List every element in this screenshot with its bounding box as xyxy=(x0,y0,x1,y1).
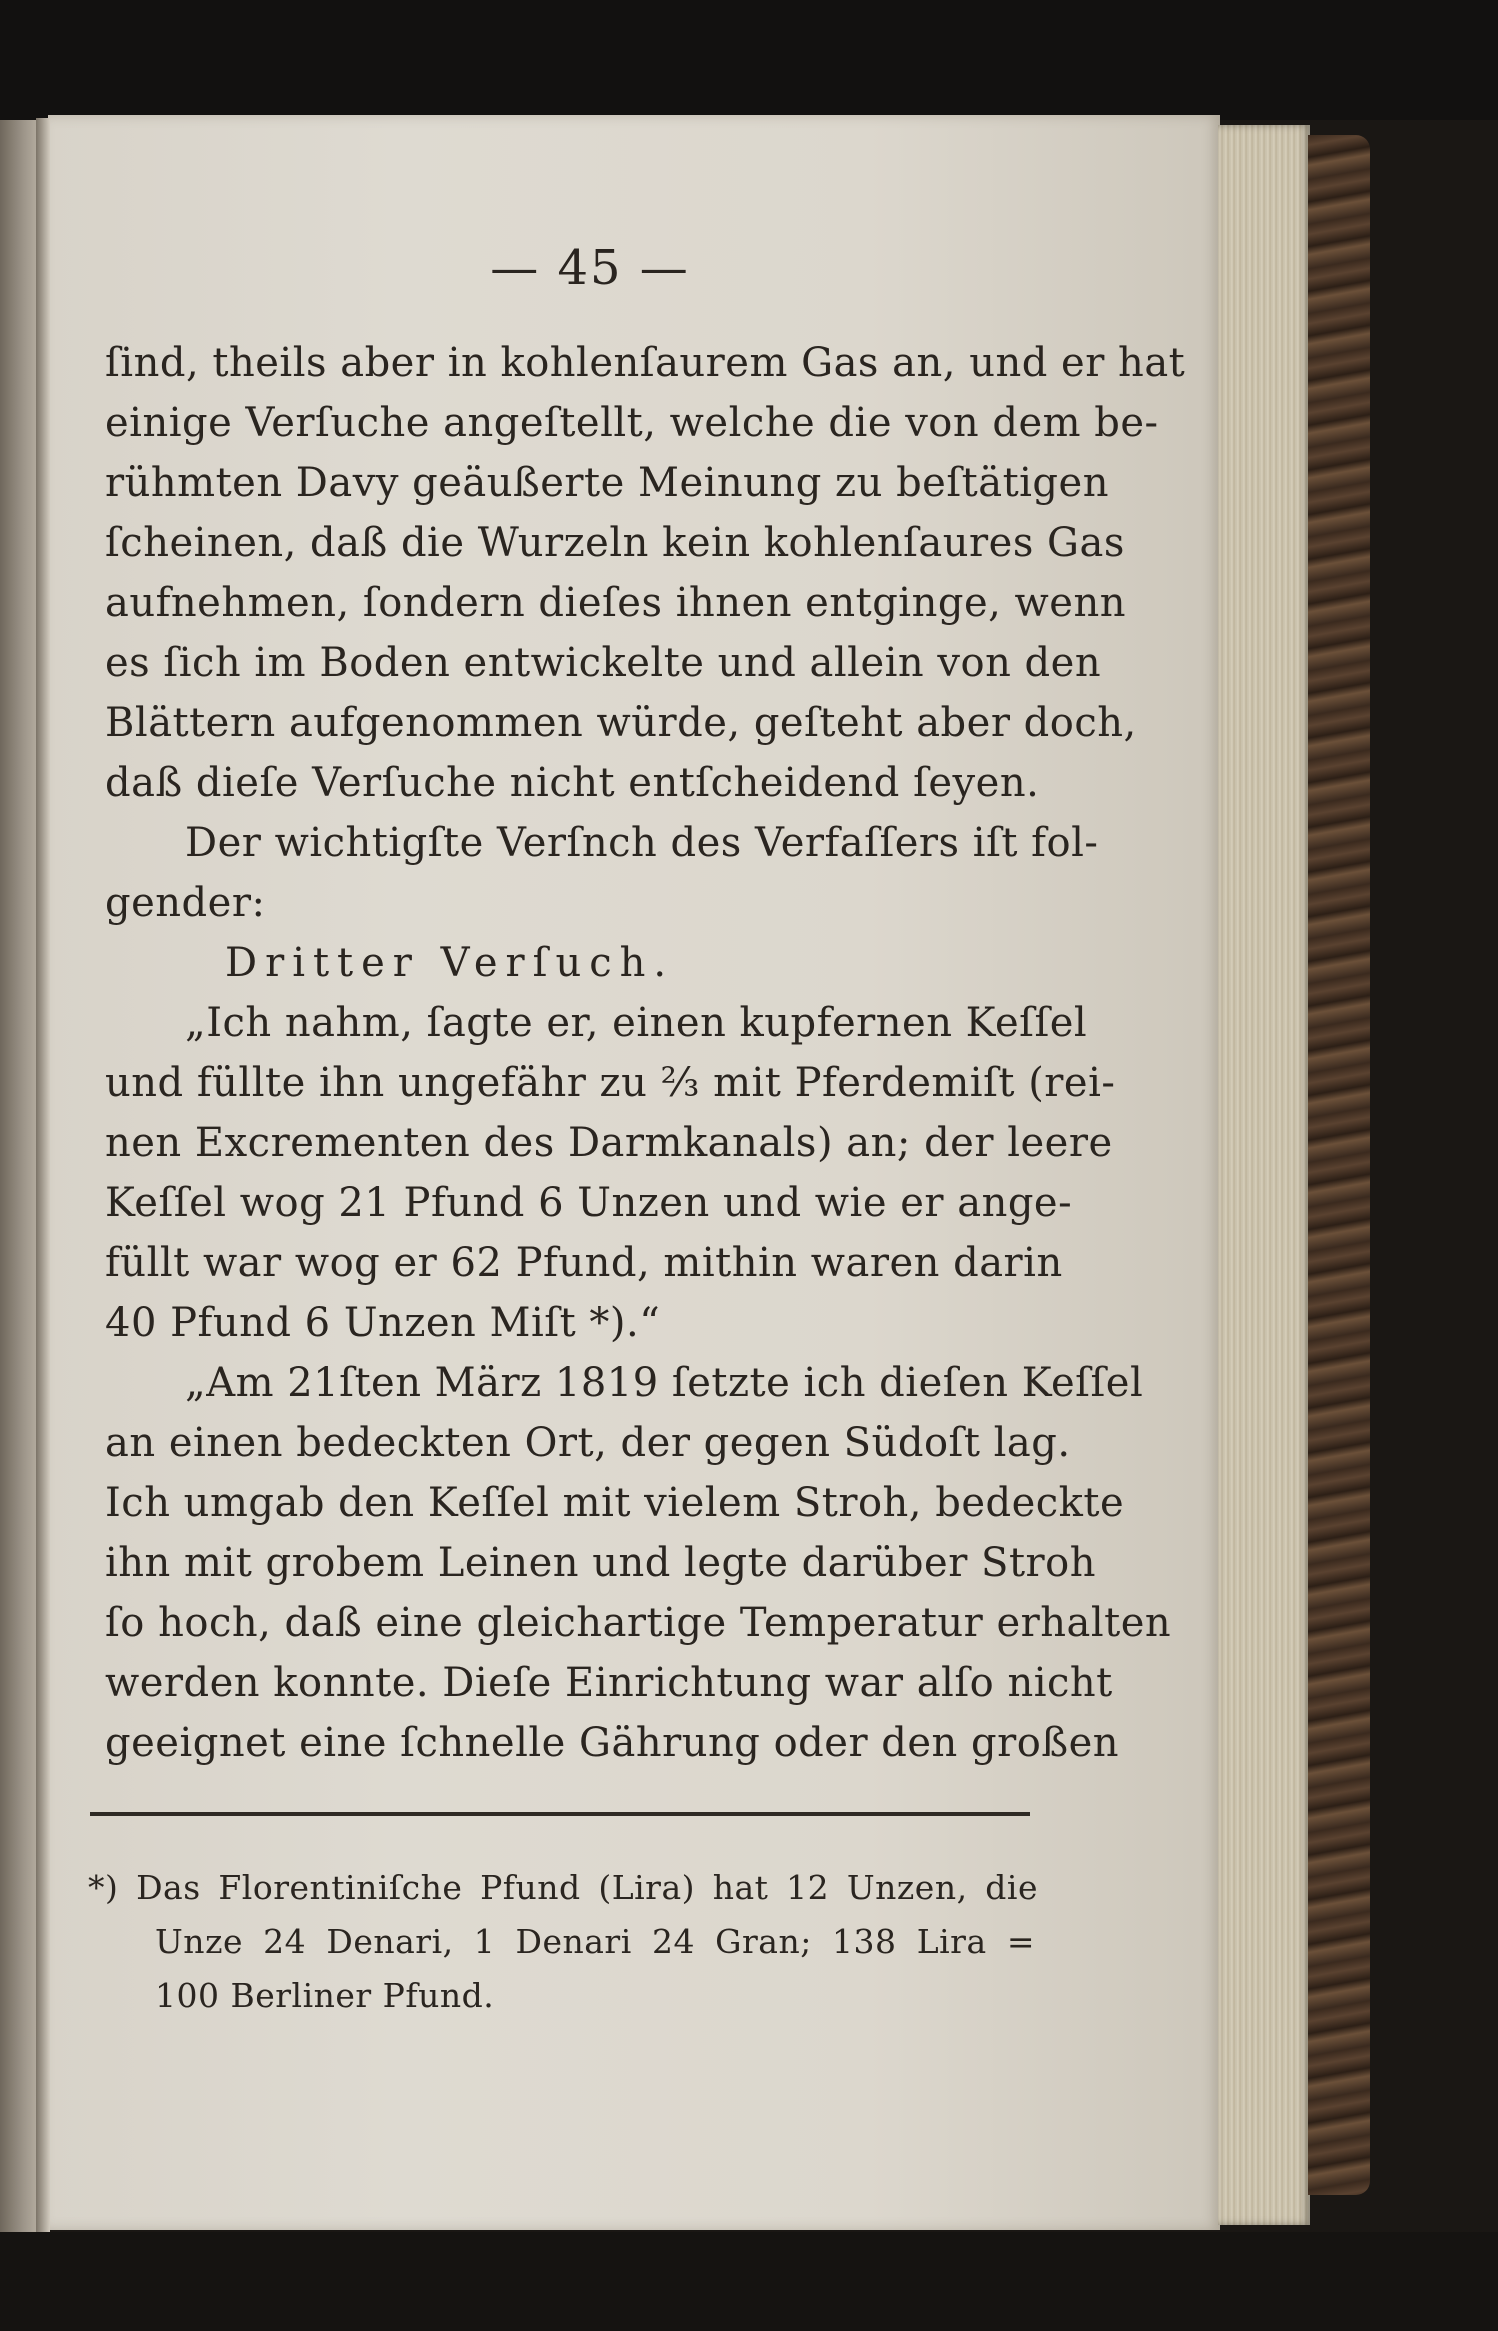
body-line: es ſich im Boden entwickelte und allein von den xyxy=(105,640,1102,686)
body-line: ſind, theils aber in kohlenſaurem Gas an, und er hat xyxy=(105,340,1186,386)
body-line: einige Verſuche angeſtellt, welche die von dem be- xyxy=(105,400,1159,446)
body-line: „Am 21ſten März 1819 ſetzte ich dieſen Keſſel xyxy=(185,1360,1144,1406)
body-line: an einen bedeckten Ort, der gegen Südoſt lag. xyxy=(105,1420,1071,1466)
book-cover-edge xyxy=(1308,135,1370,2195)
section-heading: Dritter Verſuch. xyxy=(225,940,675,986)
backdrop xyxy=(0,0,1498,120)
body-line: „Ich nahm, ſagte er, einen kupfernen Keſſel xyxy=(185,1000,1088,1046)
body-line: Ich umgab den Keſſel mit vielem Stroh, bedeckte xyxy=(105,1480,1125,1526)
backdrop-bottom xyxy=(0,2232,1498,2331)
body-line: ihn mit grobem Leinen und legte darüber Stroh xyxy=(105,1540,1096,1586)
page-number: — 45 — xyxy=(490,240,690,296)
page-gutter xyxy=(36,118,50,2252)
body-line: Der wichtigſte Verſnch des Verfaſſers iſt fol- xyxy=(185,820,1099,866)
body-line: nen Excrementen des Darmkanals) an; der leere xyxy=(105,1120,1113,1166)
left-page-edge xyxy=(0,120,40,2250)
body-line: 40 Pfund 6 Unzen Miſt *).“ xyxy=(105,1300,661,1346)
footnote-line: 100 Berliner Pfund. xyxy=(155,1976,495,2015)
body-line: werden konnte. Dieſe Einrichtung war alſo nicht xyxy=(105,1660,1113,1706)
page-stack-edge xyxy=(1218,125,1310,2225)
body-line: aufnehmen, ſondern dieſes ihnen entginge, wenn xyxy=(105,580,1126,626)
body-line: daß dieſe Verſuche nicht entſcheidend ſeyen. xyxy=(105,760,1040,806)
body-line: und füllte ihn ungefähr zu ⅔ mit Pferdemiſt (rei- xyxy=(105,1060,1116,1106)
body-line: ſo hoch, daß eine gleichartige Temperatur erhalten xyxy=(105,1600,1172,1646)
body-line: gender: xyxy=(105,880,266,926)
footnote-line: Unze 24 Denari, 1 Denari 24 Gran; 138 Lira = xyxy=(155,1922,1035,1961)
body-line: rühmten Davy geäußerte Meinung zu beſtätigen xyxy=(105,460,1109,506)
body-line: ſcheinen, daß die Wurzeln kein kohlenſaures Gas xyxy=(105,520,1125,566)
footnote-line: *) Das Florentiniſche Pfund (Lira) hat 12 Unzen, die xyxy=(88,1868,1038,1907)
body-line: Blättern aufgenommen würde, geſteht aber doch, xyxy=(105,700,1137,746)
footnote-rule xyxy=(90,1812,1030,1816)
body-line: geeignet eine ſchnelle Gährung oder den großen xyxy=(105,1720,1119,1766)
body-line: Keſſel wog 21 Pfund 6 Unzen und wie er ange- xyxy=(105,1180,1073,1226)
body-line: füllt war wog er 62 Pfund, mithin waren darin xyxy=(105,1240,1063,1286)
